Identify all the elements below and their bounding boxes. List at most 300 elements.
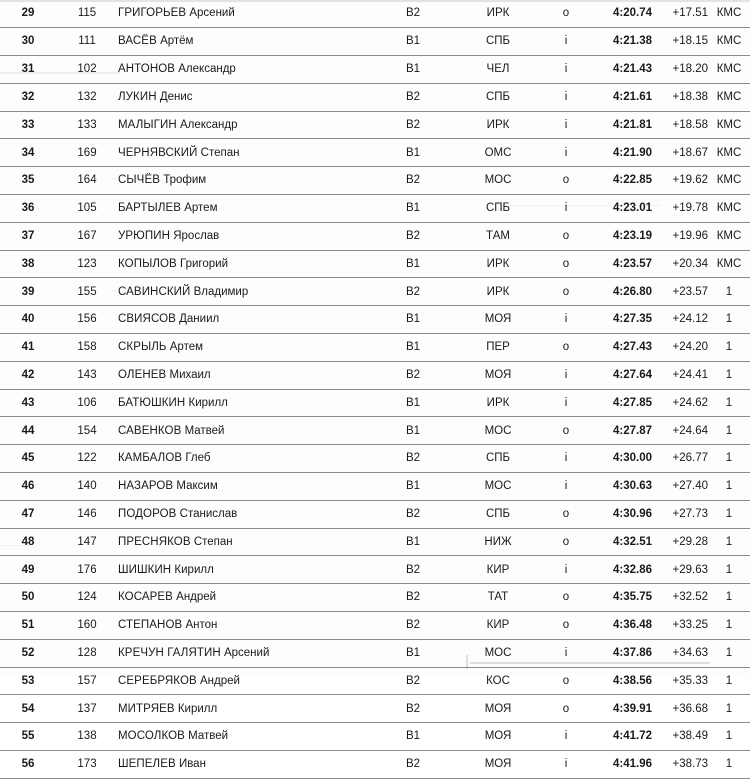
result-time-cell: 4:30.96 [594,500,652,528]
io-marker-cell: o [538,222,594,250]
sport-class-cell: 1 [708,334,750,362]
athlete-surname: ЧЕРНЯВСКИЙ [118,146,198,159]
athlete-given-name: Андрей [176,591,217,604]
bib-number-cell: 158 [56,334,118,362]
athlete-name-cell [118,306,368,334]
athlete-given-name: Иван [178,758,206,771]
sport-class-cell: КМС [708,139,750,167]
athlete-given-name: Глеб [185,452,211,465]
table-row [0,306,750,334]
rank-cell: 44 [0,417,56,445]
io-marker-cell: i [538,111,594,139]
athlete-surname: КАМБАЛОВ [118,452,183,465]
table-row [0,250,750,278]
athlete-given-name: Степан [200,146,240,159]
athlete-surname: ПОДОРОВ [118,507,177,520]
table-row [0,528,750,556]
result-time-cell: 4:23.57 [594,250,652,278]
result-time-cell: 4:21.43 [594,56,652,84]
result-time-cell: 4:39.91 [594,695,652,723]
sport-class-cell: КМС [708,250,750,278]
rank-cell: 32 [0,83,56,111]
athlete-surname: САВЕНКОВ [118,424,182,437]
gap-cell: +38.73 [652,751,708,779]
athlete-given-name: Владимир [193,285,249,298]
group-cell: B2 [368,695,458,723]
athlete-name-cell [118,584,368,612]
gap-cell: +36.68 [652,695,708,723]
io-marker-cell: i [538,195,594,223]
region-cell: МОЯ [458,361,538,389]
gap-cell: +18.20 [652,56,708,84]
sport-class-cell: КМС [708,195,750,223]
gap-cell: +19.78 [652,195,708,223]
result-time-cell: 4:21.61 [594,83,652,111]
athlete-name-cell [118,500,368,528]
sport-class-cell: 1 [708,612,750,640]
gap-cell: +20.34 [652,250,708,278]
athlete-given-name: Антон [185,619,218,632]
bib-number-cell: 115 [56,0,118,28]
athlete-given-name: Михаил [169,368,211,381]
result-time-cell: 4:27.85 [594,389,652,417]
table-row [0,500,750,528]
io-marker-cell: o [538,528,594,556]
rank-cell: 40 [0,306,56,334]
io-marker-cell: i [538,723,594,751]
region-cell: ТАТ [458,584,538,612]
gap-cell: +27.73 [652,500,708,528]
group-cell: B1 [368,250,458,278]
bib-number-cell: 146 [56,500,118,528]
gap-cell: +24.62 [652,389,708,417]
athlete-given-name: Трофим [163,174,207,187]
region-cell: ИРК [458,111,538,139]
region-cell: СПБ [458,83,538,111]
io-marker-cell: i [538,56,594,84]
gap-cell: +32.52 [652,584,708,612]
result-time-cell: 4:23.01 [594,195,652,223]
athlete-name-cell [118,0,368,28]
athlete-name-cell [118,389,368,417]
group-cell: B2 [368,556,458,584]
bib-number-cell: 122 [56,445,118,473]
sport-class-cell: 1 [708,473,750,501]
bib-number-cell: 156 [56,306,118,334]
gap-cell: +18.67 [652,139,708,167]
rank-cell: 33 [0,111,56,139]
bib-number-cell: 155 [56,278,118,306]
athlete-given-name: Даниил [179,313,220,326]
io-marker-cell: o [538,695,594,723]
io-marker-cell: i [538,28,594,56]
athlete-name-cell [118,528,368,556]
athlete-name-cell [118,222,368,250]
region-cell: ИРК [458,0,538,28]
gap-cell: +29.28 [652,528,708,556]
group-cell: B2 [368,278,458,306]
io-marker-cell: i [538,306,594,334]
gap-cell: +23.57 [652,278,708,306]
sport-class-cell: 1 [708,556,750,584]
bib-number-cell: 105 [56,195,118,223]
table-row [0,361,750,389]
athlete-surname: БАТЮШКИН [118,396,186,409]
group-cell: B1 [368,56,458,84]
athlete-surname: СЕРЕБРЯКОВ [118,674,197,687]
result-time-cell: 4:41.72 [594,723,652,751]
sport-class-cell: 1 [708,695,750,723]
athlete-surname: СКРЫЛЬ [118,341,167,354]
result-time-cell: 4:30.00 [594,445,652,473]
result-time-cell: 4:35.75 [594,584,652,612]
group-cell: B2 [368,167,458,195]
result-time-cell: 4:37.86 [594,639,652,667]
group-cell: B1 [368,306,458,334]
rank-cell: 39 [0,278,56,306]
table-row [0,0,750,28]
group-cell: B1 [368,639,458,667]
group-cell: B2 [368,751,458,779]
table-row [0,278,750,306]
table-row [0,222,750,250]
gap-cell: +19.62 [652,167,708,195]
athlete-given-name: Арсений [189,7,235,20]
result-time-cell: 4:27.35 [594,306,652,334]
result-time-cell: 4:21.38 [594,28,652,56]
sport-class-cell: 1 [708,278,750,306]
rank-cell: 29 [0,0,56,28]
table-row [0,695,750,723]
athlete-given-name: Матвей [184,424,225,437]
athlete-surname: УРЮПИН [118,229,171,242]
athlete-surname: ВАСЁВ [118,35,157,48]
athlete-name-cell [118,667,368,695]
athlete-given-name: Арсений [223,646,270,659]
rank-cell: 45 [0,445,56,473]
io-marker-cell: o [538,500,594,528]
group-cell: B2 [368,111,458,139]
table-row [0,334,750,362]
rank-cell: 48 [0,528,56,556]
result-time-cell: 4:30.63 [594,473,652,501]
io-marker-cell: o [538,667,594,695]
rank-cell: 41 [0,334,56,362]
table-row [0,83,750,111]
athlete-given-name: Станислав [179,507,238,520]
rank-cell: 56 [0,751,56,779]
bib-number-cell: 164 [56,167,118,195]
athlete-surname: МИТРЯЕВ [118,702,175,715]
io-marker-cell: o [538,417,594,445]
sport-class-cell: КМС [708,222,750,250]
athlete-given-name: Ярослав [173,229,220,242]
athlete-surname: КОПЫЛОВ [118,257,177,270]
gap-cell: +33.25 [652,612,708,640]
bib-number-cell: 160 [56,612,118,640]
rank-cell: 31 [0,56,56,84]
region-cell: ИРК [458,278,538,306]
group-cell: B2 [368,445,458,473]
athlete-given-name: Григорий [180,257,229,270]
sport-class-cell: КМС [708,167,750,195]
io-marker-cell: o [538,278,594,306]
sport-class-cell: 1 [708,584,750,612]
result-time-cell: 4:23.19 [594,222,652,250]
region-cell: МОЯ [458,695,538,723]
group-cell: B1 [368,473,458,501]
sport-class-cell: 1 [708,306,750,334]
table-row [0,639,750,667]
athlete-name-cell [118,139,368,167]
athlete-given-name: Кирилл [188,396,228,409]
result-time-cell: 4:21.90 [594,139,652,167]
athlete-surname: ОЛЕНЕВ [118,368,167,381]
rank-cell: 55 [0,723,56,751]
sport-class-cell: КМС [708,56,750,84]
gap-cell: +24.12 [652,306,708,334]
rank-cell: 38 [0,250,56,278]
athlete-name-cell [118,612,368,640]
sport-class-cell: КМС [708,111,750,139]
sport-class-cell: КМС [708,83,750,111]
region-cell: МОС [458,167,538,195]
gap-cell: +24.41 [652,361,708,389]
group-cell: B1 [368,389,458,417]
athlete-surname: СЫЧЁВ [118,174,160,187]
region-cell: КОС [458,667,538,695]
region-cell: КИР [458,556,538,584]
region-cell: ИРК [458,250,538,278]
athlete-given-name: Матвей [188,730,229,743]
gap-cell: +24.20 [652,334,708,362]
athlete-name-cell [118,83,368,111]
table-row [0,667,750,695]
athlete-given-name: Степан [193,535,233,548]
athlete-surname: СТЕПАНОВ [118,619,183,632]
rank-cell: 46 [0,473,56,501]
gap-cell: +18.15 [652,28,708,56]
bib-number-cell: 123 [56,250,118,278]
gap-cell: +18.58 [652,111,708,139]
athlete-surname: СВИЯСОВ [118,313,176,326]
region-cell: ТАМ [458,222,538,250]
table-row [0,723,750,751]
bib-number-cell: 143 [56,361,118,389]
region-cell: КИР [458,612,538,640]
sport-class-cell: 1 [708,723,750,751]
athlete-name-cell [118,250,368,278]
athlete-given-name: Андрей [199,674,240,687]
rank-cell: 43 [0,389,56,417]
athlete-surname: МАЛЫГИН [118,118,177,131]
athlete-given-name: Максим [176,480,218,493]
gap-cell: +24.64 [652,417,708,445]
bib-number-cell: 111 [56,28,118,56]
group-cell: B1 [368,195,458,223]
athlete-surname: БАРТЫЛЕВ [118,202,182,215]
result-time-cell: 4:26.80 [594,278,652,306]
region-cell: СПБ [458,195,538,223]
group-cell: B2 [368,500,458,528]
group-cell: B2 [368,584,458,612]
io-marker-cell: i [538,473,594,501]
group-cell: B1 [368,723,458,751]
region-cell: СПБ [458,445,538,473]
table-row [0,445,750,473]
athlete-name-cell [118,556,368,584]
athlete-name-cell [118,639,368,667]
group-cell: B1 [368,417,458,445]
table-row [0,473,750,501]
region-cell: ИРК [458,389,538,417]
sport-class-cell: 1 [708,667,750,695]
athlete-surname: ЛУКИН [118,90,157,103]
athlete-name-cell [118,278,368,306]
athlete-name-cell [118,723,368,751]
io-marker-cell: i [538,389,594,417]
io-marker-cell: o [538,0,594,28]
io-marker-cell: o [538,584,594,612]
bib-number-cell: 167 [56,222,118,250]
result-time-cell: 4:36.48 [594,612,652,640]
athlete-name-cell [118,334,368,362]
region-cell: МОЯ [458,751,538,779]
table-row [0,56,750,84]
gap-cell: +27.40 [652,473,708,501]
sport-class-cell: 1 [708,361,750,389]
region-cell: МОЯ [458,723,538,751]
bib-number-cell: 132 [56,83,118,111]
bib-number-cell: 133 [56,111,118,139]
result-time-cell: 4:27.43 [594,334,652,362]
athlete-surname: КРЕЧУН ГАЛЯТИН [118,646,221,659]
athlete-surname: ПРЕСНЯКОВ [118,535,191,548]
region-cell: МОЯ [458,306,538,334]
group-cell: B1 [368,28,458,56]
bib-number-cell: 176 [56,556,118,584]
region-cell: СПБ [458,28,538,56]
region-cell: ПЕР [458,334,538,362]
athlete-given-name: Денис [159,90,193,103]
table-row [0,584,750,612]
rank-cell: 50 [0,584,56,612]
athlete-name-cell [118,56,368,84]
sport-class-cell: 1 [708,528,750,556]
rank-cell: 53 [0,667,56,695]
result-time-cell: 4:38.56 [594,667,652,695]
athlete-given-name: Кирилл [174,563,214,576]
athlete-surname: НАЗАРОВ [118,480,174,493]
io-marker-cell: o [538,612,594,640]
rank-cell: 37 [0,222,56,250]
group-cell: B1 [368,528,458,556]
table-row [0,751,750,779]
result-time-cell: 4:32.51 [594,528,652,556]
sport-class-cell: 1 [708,445,750,473]
table-row [0,389,750,417]
athlete-given-name: Кирилл [177,702,218,715]
athlete-surname: КОСАРЕВ [118,591,173,604]
athlete-surname: АНТОНОВ [118,63,176,76]
rank-cell: 47 [0,500,56,528]
result-time-cell: 4:20.74 [594,0,652,28]
gap-cell: +17.51 [652,0,708,28]
athlete-name-cell [118,695,368,723]
table-row [0,417,750,445]
athlete-name-cell [118,417,368,445]
rank-cell: 49 [0,556,56,584]
group-cell: B1 [368,334,458,362]
io-marker-cell: i [538,139,594,167]
io-marker-cell: i [538,556,594,584]
result-time-cell: 4:21.81 [594,111,652,139]
table-row [0,167,750,195]
region-cell: МОС [458,417,538,445]
gap-cell: +26.77 [652,445,708,473]
rank-cell: 42 [0,361,56,389]
athlete-given-name: Артем [184,202,218,215]
group-cell: B2 [368,222,458,250]
io-marker-cell: i [538,83,594,111]
gap-cell: +18.38 [652,83,708,111]
rank-cell: 35 [0,167,56,195]
region-cell: МОС [458,639,538,667]
io-marker-cell: i [538,445,594,473]
athlete-name-cell [118,361,368,389]
group-cell: B1 [368,139,458,167]
region-cell: ЧЕЛ [458,56,538,84]
athlete-given-name: Артём [160,35,194,48]
group-cell: B2 [368,0,458,28]
io-marker-cell: i [538,639,594,667]
rank-cell: 34 [0,139,56,167]
result-time-cell: 4:22.85 [594,167,652,195]
athlete-name-cell [118,751,368,779]
region-cell: МОС [458,473,538,501]
result-time-cell: 4:27.64 [594,361,652,389]
bib-number-cell: 147 [56,528,118,556]
table-row [0,139,750,167]
group-cell: B2 [368,667,458,695]
rank-cell: 30 [0,28,56,56]
sport-class-cell: 1 [708,751,750,779]
region-cell: НИЖ [458,528,538,556]
rank-cell: 51 [0,612,56,640]
table-row [0,111,750,139]
rank-cell: 36 [0,195,56,223]
athlete-name-cell [118,195,368,223]
result-time-cell: 4:41.96 [594,751,652,779]
bib-number-cell: 102 [56,56,118,84]
sport-class-cell: КМС [708,0,750,28]
region-cell: СПБ [458,500,538,528]
group-cell: B2 [368,361,458,389]
group-cell: B2 [368,83,458,111]
result-time-cell: 4:32.86 [594,556,652,584]
io-marker-cell: i [538,751,594,779]
athlete-name-cell [118,28,368,56]
bib-number-cell: 173 [56,751,118,779]
athlete-given-name: Артем [169,341,204,354]
bib-number-cell: 137 [56,695,118,723]
rank-cell: 54 [0,695,56,723]
athlete-surname: ГРИГОРЬЕВ [118,7,187,20]
gap-cell: +38.49 [652,723,708,751]
sport-class-cell: 1 [708,417,750,445]
athlete-name-cell [118,167,368,195]
athlete-name-cell [118,473,368,501]
